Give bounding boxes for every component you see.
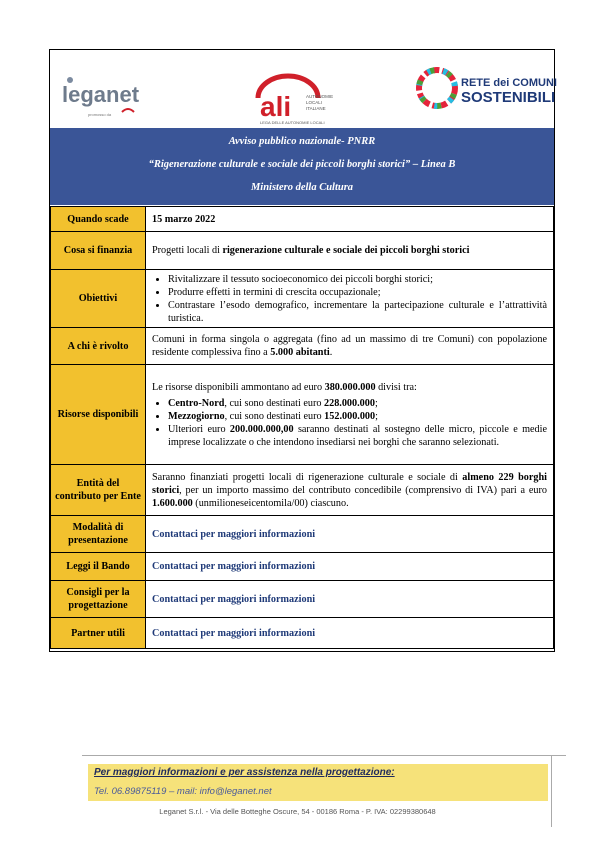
document-frame xyxy=(49,49,555,652)
info-table xyxy=(50,206,554,649)
rivolto-post: . xyxy=(329,347,333,358)
row-consigli xyxy=(51,581,554,618)
contact-link-bando[interactable]: Contattaci per maggiori informazioni xyxy=(146,553,554,581)
label-a-chi-e-rivolto: A chi è rivolto xyxy=(51,328,146,365)
footer-contact xyxy=(94,786,272,797)
rete-logo-line1: RETE dei COMUNI xyxy=(461,77,557,89)
label-cosa-si-finanzia: Cosa si finanzia xyxy=(51,232,146,270)
footer-phone: Tel. 06.89875119 – mail: xyxy=(94,786,200,797)
banner-line-ministero: Ministero della Cultura xyxy=(250,182,354,193)
rete-comuni-logo xyxy=(415,64,557,112)
list-item: • Rivitalizzare il tessuto socioeconomico dei piccoli borghi storici; xyxy=(168,273,547,286)
footer-email-link[interactable]: info@leganet.net xyxy=(199,786,272,797)
label-risorse-disponibili: Risorse disponibili xyxy=(51,365,146,465)
list-item: • Produrre effetti in termini di crescita occupazionale; xyxy=(168,286,547,299)
footer-divider xyxy=(82,755,566,756)
obiettivi-list xyxy=(152,273,547,325)
label-modalita-presentazione: Modalità di presentazione xyxy=(51,516,146,553)
row-rivolto xyxy=(51,328,554,365)
row-obiettivi xyxy=(51,270,554,328)
row-partner xyxy=(51,618,554,649)
value-entita: Saranno finanziati progetti locali di rigenerazione culturale e sociale di almeno 229 borghi storici, per un importo massimo del contributo concedibile (comprensivo di IVA) pari a euro 1.600.000 (unmilioneseicentomila/00) ciascuno. xyxy=(146,465,554,516)
value-obiettivi xyxy=(146,270,554,328)
contact-link-consigli[interactable]: Contattaci per maggiori informazioni xyxy=(146,581,554,618)
list-item: • Centro-Nord, cui sono destinati euro 228.000.000; xyxy=(168,397,547,410)
risorse-list xyxy=(152,397,547,449)
label-leggi-il-bando: Leggi il Bando xyxy=(51,553,146,581)
banner-line-title: “Rigenerazione culturale e sociale dei piccoli borghi storici” – Linea B xyxy=(148,159,456,170)
rivolto-bold: 5.000 abitanti xyxy=(270,347,330,358)
row-modalita xyxy=(51,516,554,553)
label-partner-utili: Partner utili xyxy=(51,618,146,649)
list-item: • Mezzogiorno, cui sono destinati euro 152.000.000; xyxy=(168,410,547,423)
leganet-logo-sub: promosso da xyxy=(88,112,112,117)
list-item: • Contrastare l’esodo demografico, incrementare la partecipazione culturale e l’attrattività turistica. xyxy=(168,299,547,325)
label-entita-contributo: Entità del contributo per Ente xyxy=(51,465,146,516)
label-consigli-progettazione: Consigli per la progettazione xyxy=(51,581,146,618)
footer-title: Per maggiori informazioni e per assistenza nella progettazione: xyxy=(94,767,395,778)
value-scadenza: 15 marzo 2022 xyxy=(146,207,554,232)
rivolto-text: Comuni in forma singola o aggregata (fino ad un massimo di tre Comuni) con popolazione residente complessiva fino a xyxy=(152,334,547,358)
ali-logo xyxy=(250,68,345,126)
leganet-logo-text: leganet xyxy=(62,82,140,107)
row-scadenza xyxy=(51,207,554,232)
finanzia-bold: rigenerazione culturale e sociale dei piccoli borghi storici xyxy=(222,245,470,256)
ali-logo-caption: LEGA DELLE AUTONOMIE LOCALI xyxy=(260,120,325,125)
contact-link-modalita[interactable]: Contattaci per maggiori informazioni xyxy=(146,516,554,553)
rete-logo-line2: SOSTENIBILI xyxy=(461,89,556,106)
label-quando-scade: Quando scade xyxy=(51,207,146,232)
title-banner xyxy=(50,128,554,205)
footer-vertical-divider xyxy=(551,755,552,827)
row-bando xyxy=(51,553,554,581)
banner-line-avviso: Avviso pubblico nazionale- PNRR xyxy=(228,136,376,147)
ali-logo-mark: ali xyxy=(260,91,292,122)
footer-contact-box xyxy=(88,764,548,801)
ali-logo-line3: ITALIANE xyxy=(306,106,326,111)
row-finanzia xyxy=(51,232,554,270)
row-risorse xyxy=(51,365,554,465)
value-risorse xyxy=(146,365,554,465)
ali-logo-line1: AUTONOMIE xyxy=(306,94,334,99)
value-rivolto xyxy=(146,328,554,365)
risorse-intro: Le risorse disponibili ammontano ad euro 380.000.000 divisi tra: xyxy=(152,381,417,393)
footer-address: Leganet S.r.l. - Via delle Botteghe Oscure, 54 - 00186 Roma - P. IVA: 02299380648 xyxy=(159,807,436,816)
row-entita xyxy=(51,465,554,516)
value-finanzia xyxy=(146,232,554,270)
ali-logo-line2: LOCALI xyxy=(306,100,323,105)
contact-link-partner[interactable]: Contattaci per maggiori informazioni xyxy=(146,618,554,649)
leganet-logo xyxy=(62,76,148,120)
list-item: • Ulteriori euro 200.000.000,00 saranno destinati al sostegno delle micro, piccole e medie imprese localizzate o che intendono insediarsi nei borghi che saranno selezionati. xyxy=(168,423,547,449)
label-obiettivi: Obiettivi xyxy=(51,270,146,328)
finanzia-text: Progetti locali di xyxy=(152,245,223,256)
logo-bar xyxy=(50,50,557,128)
